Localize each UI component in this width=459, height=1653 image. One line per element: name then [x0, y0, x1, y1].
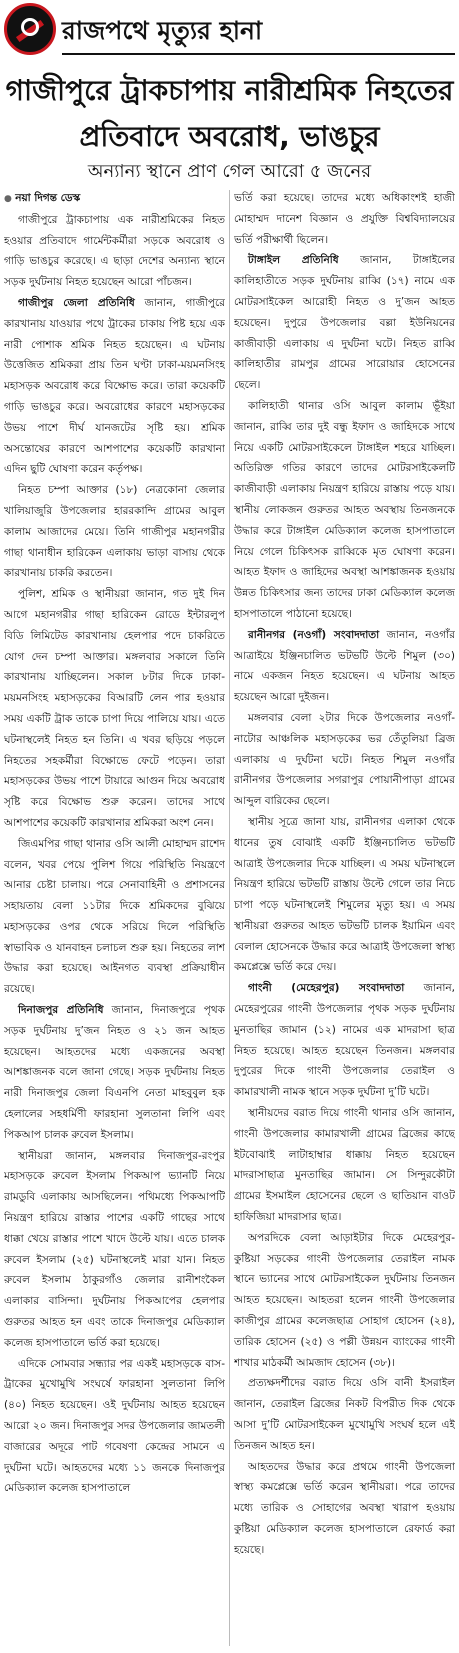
headline-line-1: গাজীপুরে ট্রাকচাপায় নারীশ্রমিক নিহতের [5, 74, 454, 107]
paragraph [234, 250, 455, 396]
section-banner [4, 3, 455, 59]
paragraph-text: জানান, দিনাজপুরে পৃথক সড়ক দুর্ঘটনায় দু’জন নিহত ও ২১ জন আহত হয়েছেন। আহতদের মধ্যে একজনের অবস্থা আশঙ্কাজনক বলে জানা গেছে। সড়ক দুর্ঘটনায় নিহত নারী দিনাজপুর জেলা বিএনপি নেতা মাহবুবুল হক হেলালের সহধর্মিণী ফারহানা সুলতানা লিপি এবং পিকআপ চালক রুবেল ইসলাম। [4, 1004, 225, 1141]
paragraph: ভর্তি করা হয়েছে। তাদের মধ্যে অধিকাংশই হাজী মোহাম্মদ দানেশ বিজ্ঞান ও প্রযুক্তি বিশ্ববিদ্যালয়ের ভর্তি পরীক্ষার্থী ছিলেন। [234, 192, 455, 246]
paragraph [234, 978, 455, 1103]
paragraph: পুলিশ, শ্রমিক ও স্থানীয়রা জানান, গত দুই দিন আগে মহানগরীর গাছা হারিকেন রোডে ইন্টারলুপ বিডি লিমিটেড কারখানায় হেলপার পদে চাকরিতে যোগ দেন চম্পা আক্তার। মঙ্গলবার সকালে তিনি কারখানায় যাচ্ছিলেন। সকাল ৮টার দিকে ঢাকা-ময়মনসিংহ মহাসড়কের বিআরটি লেন পার হওয়ার সময় একটি ট্রাক তাকে চাপা দিয়ে পালিয়ে যায়। এতে ঘটনাস্থলেই নিহত হন তিনি। এ খবর ছড়িয়ে পড়লে নিহতের সহকর্মীরা বিক্ষোভে ফেটে পড়েন। তারা মহাসড়কের উভয় পাশে টায়ারে আগুন দিয়ে অবরোধ সৃষ্টি করে বিক্ষোভ শুরু করেন। তাদের সাথে আশপাশের কয়েকটি কারখানার শ্রমিকরা অংশ নেন। [4, 588, 225, 829]
paragraph: স্থানীয়রা জানান, মঙ্গলবার দিনাজপুর-রংপুর মহাসড়কে রুবেল ইসলাম পিকআপ ভ্যানটি নিয়ে রামডুবি এলাকায় আসছিলেন। পথিমধ্যে পিকআপটি নিয়ন্ত্রণ হারিয়ে রাস্তার পাশের একটি গাছের সাথে ধাক্কা খেয়ে রাস্তার পাশে খাদে উল্টে যায়। এতে চালক রুবেল ইসলাম (২৫) ঘটনাস্থলেই মারা যান। নিহত রুবেল ইসলাম ঠাকুরগাঁও জেলার রানীশংকৈল এলাকার বাসিন্দা। দুর্ঘটনায় পিকআপের হেলপার গুরুতর আহত হন এবং তাকে দিনাজপুর মেডিক্যাল কলেজ হাসপাতালে ভর্তি করা হয়েছে। [4, 1149, 225, 1349]
paragraph: আহতদের উদ্ধার করে প্রথমে গাংনী উপজেলা স্বাস্থ্য কমপ্লেক্সে ভর্তি করেন স্থানীয়রা। পরে তাদের মধ্যে তারিক ও সোহাগের অবস্থা খারাপ হওয়ায় কুষ্টিয়া মেডিক্যাল কলেজ হাসপাতালে রেফার্ড করা হয়েছে। [234, 1460, 455, 1556]
bullet-icon: ● [4, 194, 12, 204]
paragraph: স্থানীয়দের বরাত দিয়ে গাংনী থানার ওসি জানান, গাংনী উপজেলার কামারখালী গ্রামের ব্রিজের কাছে ইটবোঝাই লাটাহাম্বার ধাক্কায় নিহত হয়েছেন মাদরাসাছাত্র মুনতাছির জামান। সে সিন্দুরকৌটা গ্রামের ইসমাইল হোসেনের ছেলে ও ছাতিয়ান বাওট হাফিজিয়া মাদরাসার ছাত্র। [234, 1107, 455, 1224]
paragraph: প্রত্যক্ষদর্শীদের বরাত দিয়ে ওসি বানী ইসরাইল জানান, তেরাইল ব্রিজের নিকট বিপরীত দিক থেকে আসা দু’টি মোটরসাইকেল মুখোমুখি সংঘর্ষ হলে এই তিনজন আহত হন। [234, 1377, 455, 1452]
dateline: গাংনী (মেহেরপুর) সংবাদদাতা [248, 982, 405, 995]
byline [4, 188, 225, 210]
headline [4, 68, 455, 160]
headline-line-2: প্রতিবাদে অবরোধ, ভাঙচুর [79, 120, 380, 153]
article-column-right [234, 188, 455, 1648]
paragraph: এদিকে সোমবার সন্ধ্যার পর একই মহাসড়কে বাস-ট্রাকের মুখোমুখি সংঘর্ষে ফারহানা সুলতানা লিপি (৪০) নিহত হয়েছেন। ওই দুর্ঘটনায় আহত হয়েছেন আরো ২০ জন। দিনাজপুর সদর উপজেলার জামতলী বাজারের অদূরে পাট গবেষণা কেন্দ্রের সামনে এ দুর্ঘটনা ঘটে। আহতদের মধ্যে ১১ জনকে দিনাজপুর মেডিক্যাল কলেজ হাসপাতালে [4, 1357, 225, 1495]
paragraph [234, 625, 455, 708]
dateline: রানীনগর (নওগাঁ) সংবাদদাতা [248, 628, 380, 641]
paragraph: জিএমপির গাছা থানার ওসি আলী মোহাম্মদ রাশেদ বলেন, খবর পেয়ে পুলিশ গিয়ে পরিস্থিতি নিয়ন্ত্রণে আনার চেষ্টা চালায়। পরে সেনাবাহিনী ও প্রশাসনের সহায়তায় বেলা ১১টার দিকে শ্রমিকদের বুঝিয়ে মহাসড়কের ওপর থেকে সরিয়ে দিলে পরিস্থিতি স্বাভাবিক ও যানবাহন চলাচল শুরু হয়। নিহতের লাশ উদ্ধার করা হয়েছে। আইনগত ব্যবস্থা প্রক্রিয়াধীন রয়েছে। [4, 837, 225, 996]
paragraph: অপরদিকে বেলা আড়াইটার দিকে মেহেরপুর-কুষ্টিয়া সড়কের গাংনী উপজেলার তেরাইল নামক স্থানে ভ্যানের সাথে মোটরসাইকেল দুর্ঘটনায় তিনজন আহত হয়েছেন। আহতরা হলেন গাংনী উপজেলার কাজীপুর গ্রামের কলেজছাত্র সোহাগ হোসেন (২৪), তারিক হোসেন (২৫) ও পল্লী উন্নয়ন ব্যাংকের গাংনী শাখার মাঠকর্মী আমজাদ হোসেন (৩৮)। [234, 1231, 455, 1369]
paragraph-text: জানান, মেহেরপুরের গাংনী উপজেলার পৃথক সড়ক দুর্ঘটনায় মুনতাছির জামান (১২) নামের এক মাদরাসা ছাত্র নিহত হয়েছে। আহত হয়েছেন তিনজন। মঙ্গলবার দুপুরের দিকে গাংনী উপজেলার তেরাইল ও কামারখালী নামক স্থানে সড়ক দুর্ঘটনা দু’টি ঘটে। [234, 982, 455, 1099]
column-divider [229, 190, 230, 1646]
paragraph-text: জানান, নওগাঁর আত্রাইয়ে ইঞ্জিনচালিত ভটভটি উল্টে শিমুল (৩০) নামে একজন নিহত হয়েছেন। এ ঘটনায় আহত হয়েছেন আরো দুইজন। [234, 628, 455, 704]
intro-paragraph: গাজীপুরে ট্রাকচাপায় এক নারীশ্রমিকের নিহত হওয়ার প্রতিবাদে গার্মেন্টকর্মীরা সড়কে অবরোধ ও গাড়ি ভাঙচুর করেছে। এ ছাড়া দেশের অন্যান্য স্থানে সড়ক দুর্ঘটনায় নিহত হয়েছেন আরো পাঁচজন। [4, 213, 225, 289]
paragraph [4, 293, 225, 480]
paragraph: নিহত চম্পা আক্তার (১৮) নেত্রকোনা জেলার খালিয়াজুরি উপজেলার হাররকান্দি গ্রামের আবুল কালাম আজাদের মেয়ে। তিনি গাজীপুর মহানগরীর গাছা থানাধীন হারিকেন এলাকায় ভাড়া বাসায় থেকে কারখানায় চাকরি করতেন। [4, 484, 225, 580]
paragraph: মঙ্গলবার বেলা ২টার দিকে উপজেলার নওগাঁ-নাটোর আঞ্চলিক মহাসড়কের ভর তেঁতুলিয়া ব্রিজ এলাকায় এ দুর্ঘটনা ঘটে। নিহত শিমুল নওগাঁর রানীনগর উপজেলার সগরাপুর পোয়ানীপাড়া গ্রামের আব্দুল বারিকের ছেলে। [234, 711, 455, 808]
paragraph [4, 1000, 225, 1146]
dateline: টাঙ্গাইল প্রতিনিধি [248, 254, 339, 267]
paragraph-text: জানান, টাঙ্গাইলের কালিহাতীতে সড়ক দুর্ঘটনায় রাব্বি (১৭) নামে এক মোটরসাইকেল আরোহী নিহত ও দু’জন আহত হয়েছেন। দুপুরে উপজেলার বল্লা ইউনিয়নের কাজীবাড়ী এলাকায় এ দুর্ঘটনা ঘটে। নিহত রাব্বি কালিহাতীর রামপুর গ্রামের সারোয়ার হোসেনের ছেলে। [234, 254, 455, 392]
section-title: রাজপথে মৃত্যুর হানা [62, 16, 263, 45]
road-death-logo-icon [4, 3, 56, 55]
paragraph: স্থানীয় সূত্রে জানা যায়, রানীনগর এলাকা থেকে ধানের তুষ বোঝাই একটি ইঞ্জিনচালিত ভটভটি আত্রাই উপজেলার দিকে যাচ্ছিল। এ সময় ঘটনাস্থলে নিয়ন্ত্রণ হারিয়ে ভটভটি রাস্তায় উল্টে গেলে তার নিচে চাপা পড়ে ঘটনাস্থলেই শিমুলের মৃত্যু হয়। এ সময় স্থানীয়রা গুরুতর আহত ভটভটি চালক ইয়ামিন এবং বেলাল হোসেনকে উদ্ধার করে আত্রাই উপজেলা স্বাস্থ্য কমপ্লেক্সে ভর্তি করে দেয়। [234, 815, 455, 974]
article-column-left [4, 188, 225, 1648]
paragraph-text: জানান, গাজীপুরে কারখানায় যাওয়ার পথে ট্রাকের চাকায় পিষ্ট হয়ে এক নারী পোশাক শ্রমিক নিহত হয়েছেন। এ ঘটনায় উত্তেজিত শ্রমিকরা প্রায় তিন ঘণ্টা ঢাকা-ময়মনসিংহ মহাসড়ক অবরোধ করে বিক্ষোভ করে। তারা কয়েকটি গাড়ি ভাঙচুর করে। অবরোধের কারণে মহাসড়কের উভয় পাশে দীর্ঘ যানজটের সৃষ্টি হয়। শ্রমিক অসন্তোষের কারণে আশপাশের কয়েকটি কারখানা এদিন ছুটি ঘোষণা করেন কর্তৃপক্ষ। [4, 296, 225, 476]
paragraph: কালিহাতী থানার ওসি আবুল কালাম ভূঁইয়া জানান, রাব্বি তার দুই বন্ধু ইফাদ ও জাহিদকে সাথে নিয়ে একটি মোটরসাইকেলে টাঙ্গাইল শহরে যাচ্ছিল। অতিরিক্ত গতির কারণে তাদের মোটরসাইকেলটি কাজীবাড়ী এলাকায় নিয়ন্ত্রণ হারিয়ে রাস্তায় পড়ে যায়। স্থানীয় লোকজন গুরুতর আহত অবস্থায় তিনজনকে উদ্ধার করে টাঙ্গাইল মেডিক্যাল কলেজ হাসপাতালে নিয়ে গেলে চিকিৎসক রাব্বিকে মৃত ঘোষণা করেন। আহত ইফাদ ও জাহিদের অবস্থা আশঙ্কাজনক হওয়ায় উন্নত চিকিৎসার জন্য তাদের ঢাকা মেডিক্যাল কলেজ হাসপাতালে পাঠানো হয়েছে। [234, 399, 455, 620]
dateline: দিনাজপুর প্রতিনিধি [18, 1004, 104, 1017]
subheadline: অন্যান্য স্থানে প্রাণ গেল আরো ৫ জনের [87, 161, 372, 182]
byline-desk: নয়া দিগন্ত ডেস্ক [15, 192, 81, 204]
dateline: গাজীপুর জেলা প্রতিনিধি [18, 296, 135, 309]
banner-divider [62, 53, 455, 55]
